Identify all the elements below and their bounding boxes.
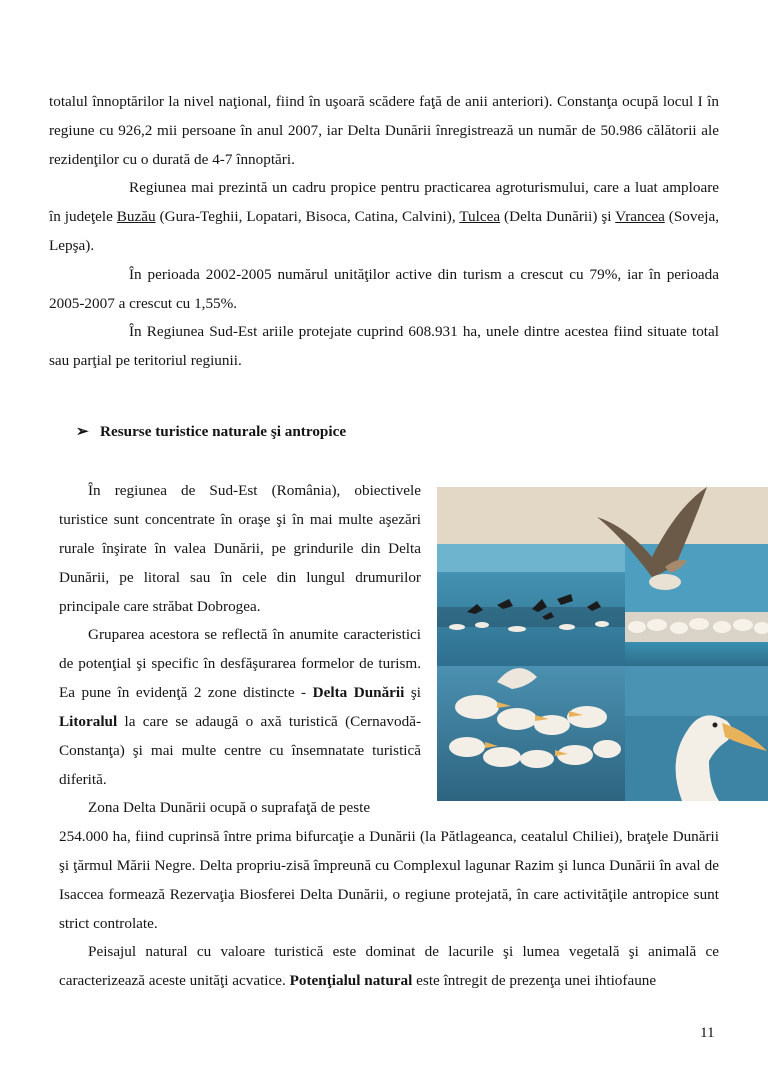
section-heading (76, 420, 346, 444)
paragraph-text: 254.000 ha, fiind cuprinsă între prima bifurcaţie a Dunării (la Pătlageanca, ceatalul Chiliei), braţele Dunării şi ţărmul Mării Negre. Delta propriu-zisă împreună cu Complexul lagunar Razim şi lunca Dunării în aval de Isaccea formează Rezervaţia Biosferei Delta Dunării, o regiune protejată, în care activităţile antropice sunt strict controlate. (59, 828, 719, 932)
paragraph-text: Zona Delta Dunării ocupă o suprafaţă de peste (88, 799, 371, 816)
paragraph-tourism-stats (49, 88, 719, 175)
link-tulcea[interactable]: Tulcea (459, 207, 501, 225)
paragraph-delta-zone (59, 823, 719, 939)
paragraph-text: În perioada 2002-2005 numărul unităţilor active din turism a crescut cu 79%, iar în perioada 2005-2007 a crescut cu 1,55%. (49, 266, 719, 312)
paragraph-text: Regiunea mai prezintă un cadru propice pentru practicarea agroturismului, care a luat amploare în judeţele (49, 179, 719, 225)
paragraph-units-growth (49, 261, 719, 319)
paragraph-agrotourism (49, 174, 719, 261)
paragraph-text: totalul înnoptărilor la nivel naţional, fiind în uşoară scădere faţă de anii anteriori). Constanţa ocupă locul I în regiune cu 926,2 mii persoane în anul 2007, iar Delta Dunării înregistrează un număr de 50.986 călătorii ale rezidenţilor cu o durată de 4-7 înnoptări. (49, 93, 719, 168)
paragraph-text: Peisajul natural cu valoare turistică este dominat de lacurile şi lumea vegetală şi animală ce caracterizează aceste unităţi acvatice. (59, 943, 719, 989)
paragraph-text: În Regiunea Sud-Est ariile protejate cuprind 608.931 ha, unele dintre acestea fiind situate total sau parţial pe teritoriul regiunii. (49, 323, 719, 369)
paragraph-text: şi (404, 683, 422, 701)
paragraph-text: În regiunea de Sud-Est (România), obiectivele turistice sunt concentrate în oraşe şi în mai multe aşezări rurale înşirate în valea Dunării, pe grindurile din Delta Dunării, pe litoral sau în cele din lungul drumurilor principale care străbat Dobrogea. (59, 482, 421, 615)
page-number: 11 (700, 1024, 715, 1041)
paragraph-zones (59, 621, 421, 794)
paragraph-text: (Soveja, Lepşa). (49, 207, 719, 254)
paragraph-text: (Delta Dunării) şi (500, 207, 616, 225)
paragraph-protected-areas (49, 318, 719, 376)
link-vrancea[interactable]: Vrancea (615, 207, 665, 225)
bold-term-litoral: Litoralul (59, 712, 118, 730)
paragraph-text: Gruparea acestora se reflectă în anumite caracteristici de potenţial şi specific în desfăşurarea formelor de turism. Ea pune în evidenţă 2 zone distincte - (59, 626, 421, 701)
paragraph-text: este întregit de prezenţa unei ihtiofaune (412, 971, 657, 989)
paragraph-text: (Gura-Teghii, Lopatari, Bisoca, Catina, Calvini), (155, 207, 460, 225)
paragraph-tourist-objectives (59, 477, 421, 622)
paragraph-delta-zone-start (59, 794, 421, 823)
arrow-bullet-icon: ➢ (76, 423, 89, 440)
paragraph-landscape (59, 938, 719, 996)
bold-term-natural-potential: Potenţialul natural (289, 971, 413, 989)
section-heading-text: Resurse turistice naturale şi antropice (100, 423, 347, 440)
bold-term-delta: Delta Dunării (312, 683, 405, 701)
pelican-collage-image (437, 487, 768, 801)
paragraph-text: la care se adaugă o axă turistică (Cernavodă-Constanţa) şi mai multe centre cu însemnatate turistică diferită. (59, 712, 421, 788)
link-buzau[interactable]: Buzău (116, 207, 156, 225)
